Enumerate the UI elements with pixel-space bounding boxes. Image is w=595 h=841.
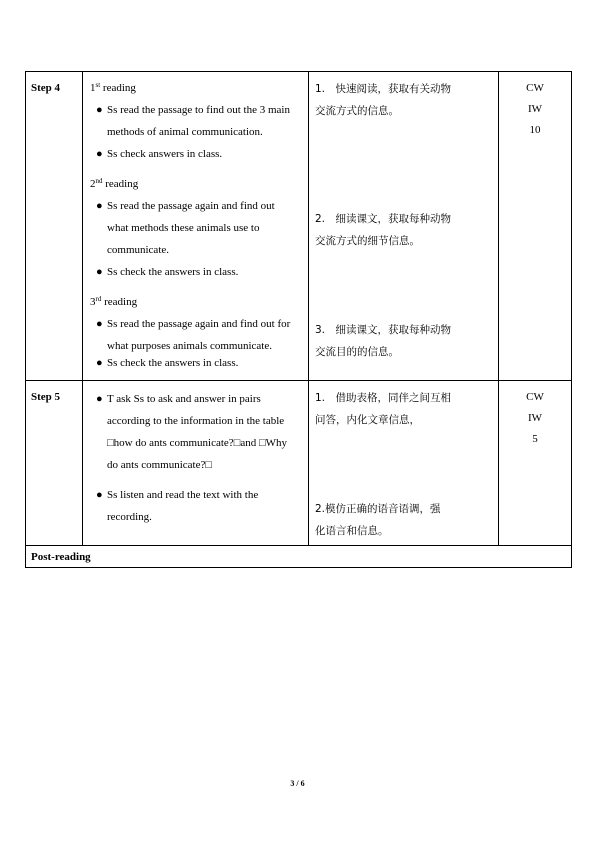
step5-aims: [309, 381, 499, 546]
list-item: ● Ss check the answers in class.: [96, 357, 239, 369]
aim-text: 交流方式的细节信息。: [315, 235, 420, 247]
time-text: 10: [529, 124, 541, 136]
bullet-icon: ●: [96, 318, 103, 330]
list-item-cont: what methods these animals use to: [107, 222, 260, 234]
mode-text: IW: [527, 412, 543, 424]
bullet-icon: ●: [96, 393, 103, 405]
reading2-heading: 2nd reading: [90, 177, 139, 190]
lesson-plan-table: [25, 71, 572, 568]
aim-text: 1. 借助表格，同伴之间互相: [315, 392, 452, 404]
post-reading-heading: [26, 546, 572, 568]
bullet-icon: ●: [96, 266, 103, 278]
step5-label-text: Step 5: [31, 391, 61, 403]
step5-activities: [83, 381, 309, 546]
aim-text: 化语言和信息。: [315, 525, 389, 537]
time-text: 5: [532, 433, 538, 445]
list-item: ● Ss read the passage again and find out: [96, 195, 275, 217]
step4-mode: [499, 72, 572, 381]
list-item: ● Ss check the answers in class.: [96, 261, 238, 283]
step5-mode: [499, 381, 572, 546]
list-item-cont: what purposes animals communicate.: [107, 340, 272, 352]
bullet-icon: ●: [96, 200, 103, 212]
aim-text: 2. 细读课文，获取每种动物: [315, 213, 452, 225]
aim-text: 交流目的的信息。: [315, 346, 399, 358]
aim-text: 交流方式的信息。: [315, 105, 399, 117]
list-item-cont: according to the information in the table: [107, 415, 285, 427]
reading3-heading: 3rd reading: [90, 295, 138, 308]
step4-label-text: Step 4: [31, 82, 61, 94]
aim-text: 1. 快速阅读，获取有关动物: [315, 83, 452, 95]
list-item: ● Ss check answers in class.: [96, 143, 222, 165]
list-item-cont: □how do ants communicate?□and □Why: [107, 437, 287, 449]
list-item-cont: do ants communicate?□: [107, 459, 212, 471]
list-item: ● Ss read the passage to find out the 3 main: [96, 99, 290, 121]
page-number: 3 / 6: [290, 779, 305, 788]
step4-row: [26, 72, 572, 381]
aim-text: 问答，内化文章信息，: [315, 414, 420, 426]
post-reading-text: Post-reading: [31, 550, 91, 563]
list-item-cont: communicate.: [107, 244, 170, 256]
step4-aims: [309, 72, 499, 381]
post-reading-row: [26, 546, 572, 568]
bullet-icon: ●: [96, 489, 103, 501]
bullet-icon: ●: [96, 148, 103, 160]
mode-text: CW: [526, 391, 544, 403]
list-item-cont: methods of animal communication.: [107, 126, 263, 138]
list-item-cont: recording.: [107, 511, 152, 523]
step5-row: [26, 381, 572, 546]
step5-label: [26, 381, 83, 546]
list-item: ● Ss read the passage again and find out for: [96, 313, 290, 335]
list-item: ● T ask Ss to ask and answer in pairs: [96, 388, 261, 410]
reading1-heading: 1st reading: [90, 81, 136, 94]
aim-text: 3. 细读课文，获取每种动物: [315, 324, 452, 336]
bullet-icon: ●: [96, 357, 103, 369]
step4-activities: [83, 72, 309, 381]
bullet-icon: ●: [96, 104, 103, 116]
step4-label: [26, 72, 83, 381]
mode-text: IW: [527, 103, 543, 115]
aim-text: 2.模仿正确的语音语调，强: [315, 503, 441, 515]
mode-text: CW: [526, 82, 544, 94]
list-item: ● Ss listen and read the text with the: [96, 484, 258, 506]
